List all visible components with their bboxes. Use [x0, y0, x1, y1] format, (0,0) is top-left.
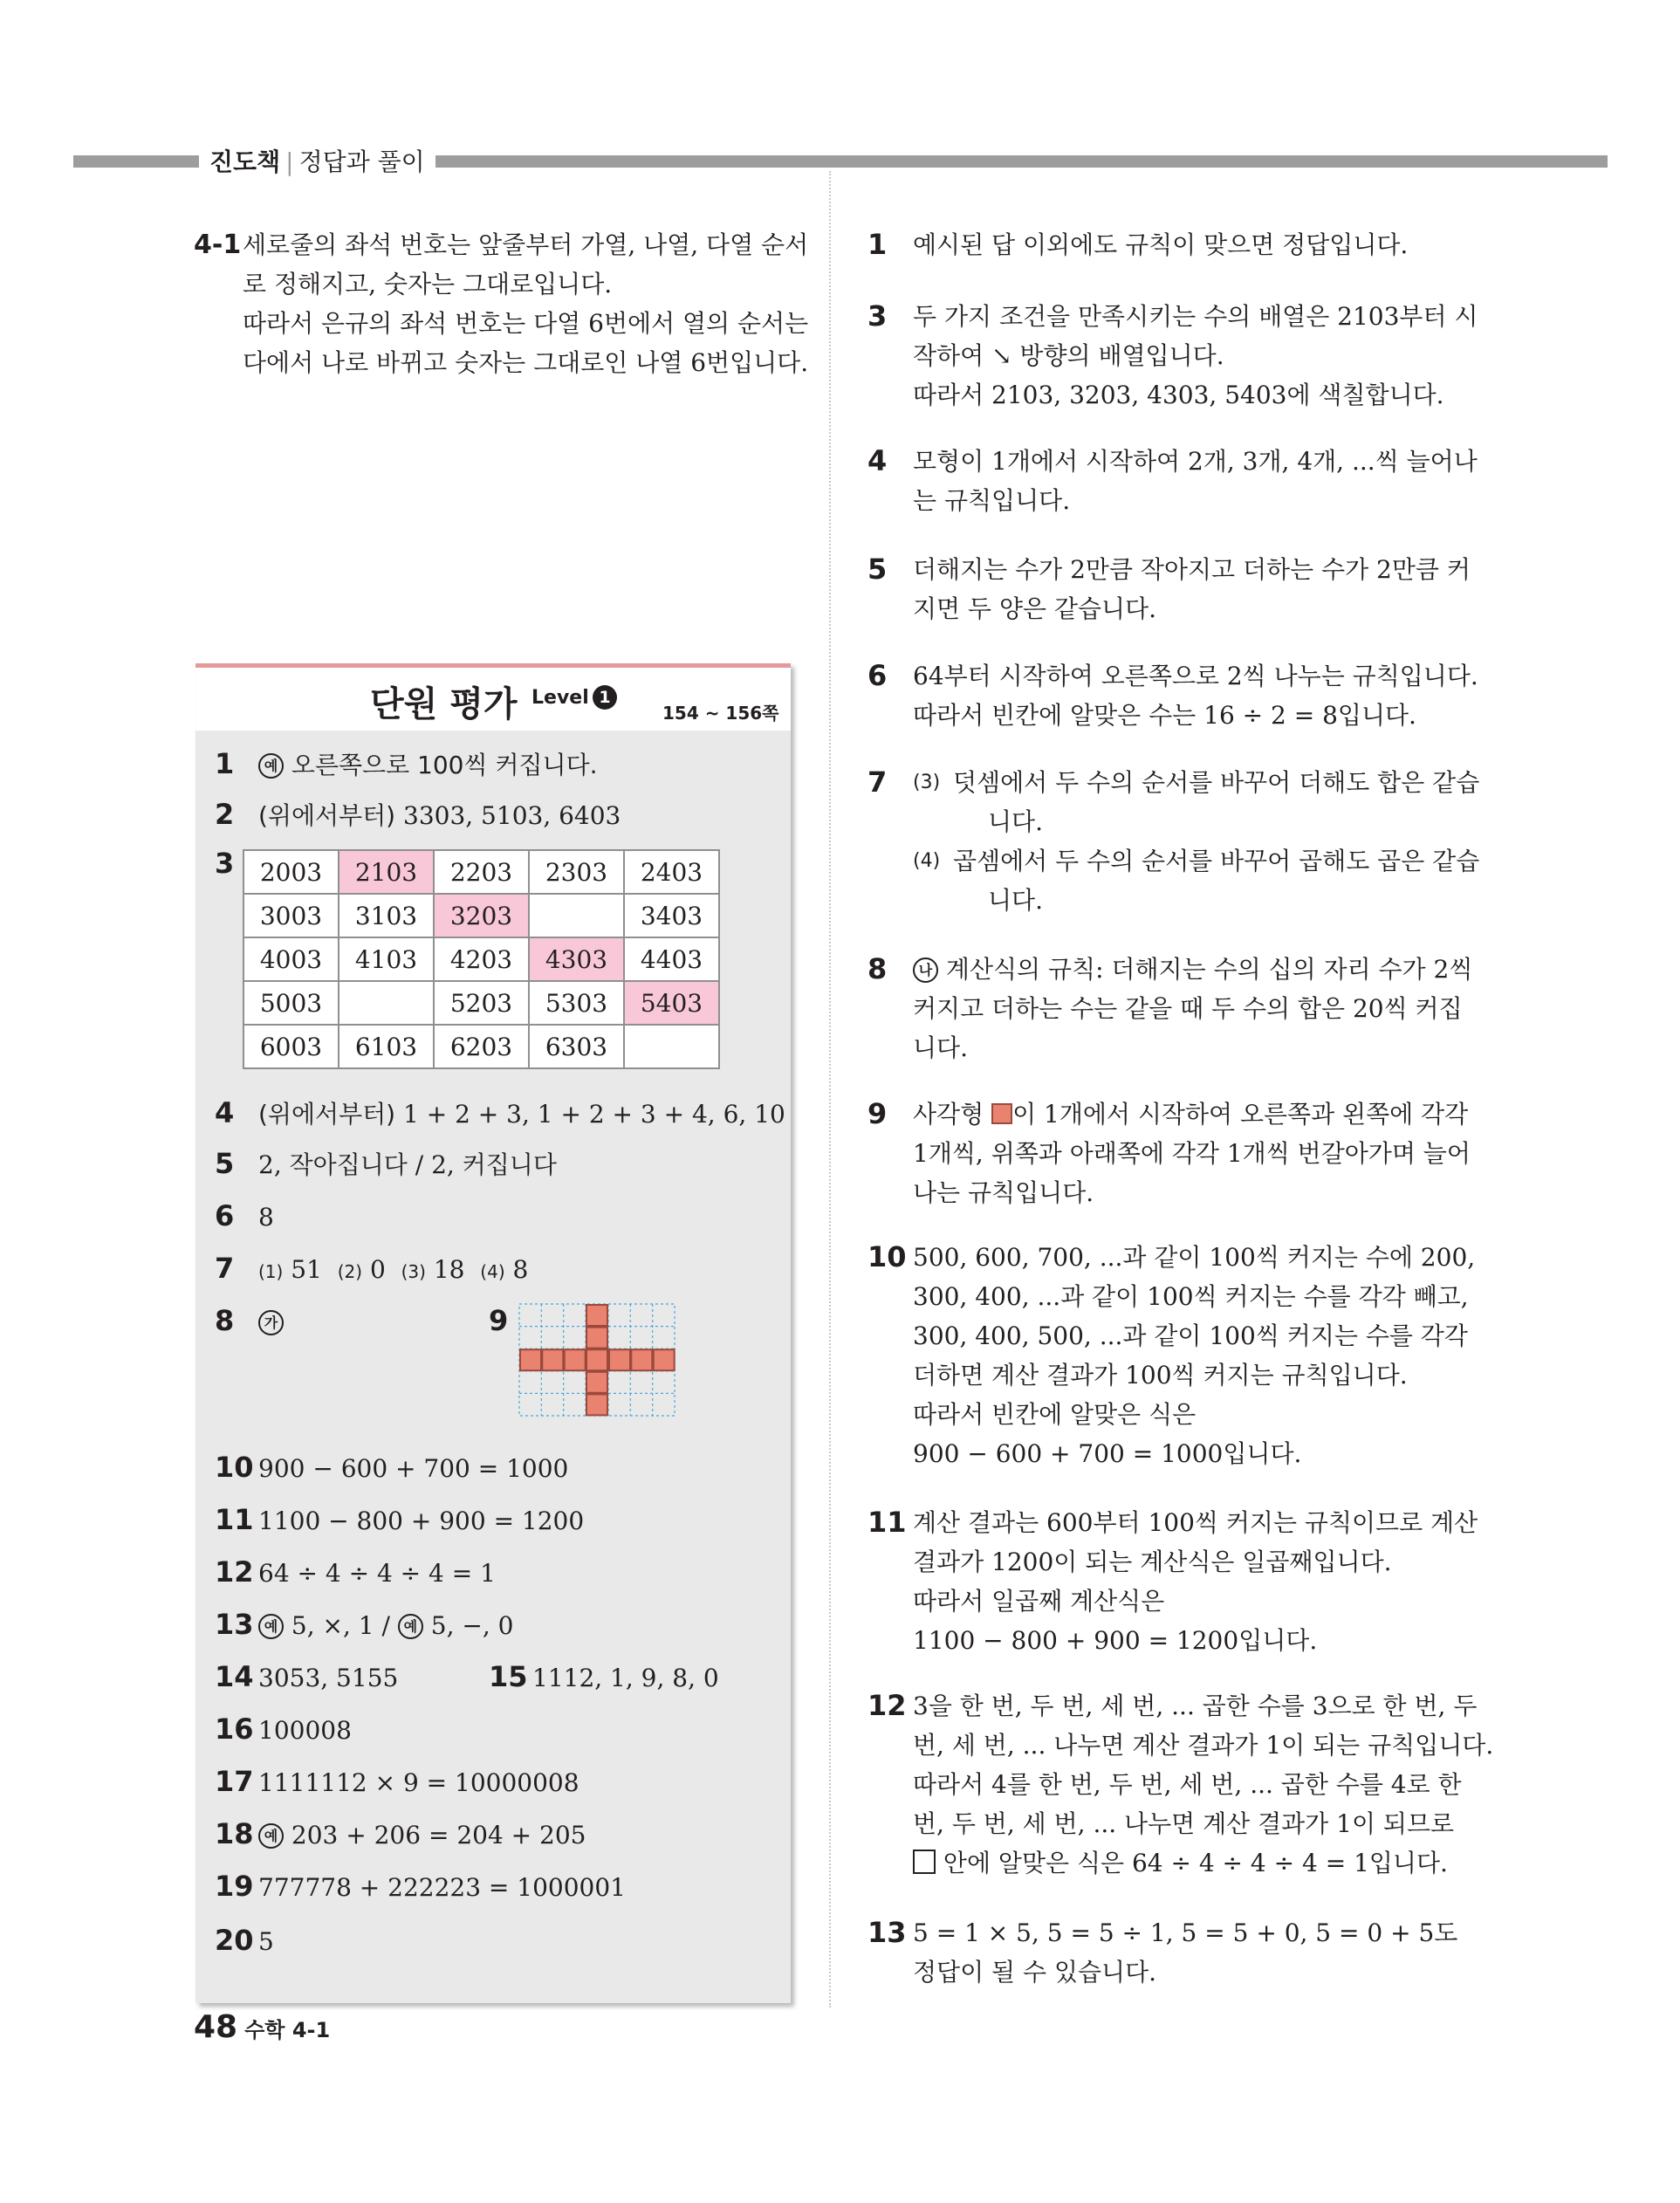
- answer-text: 1100 − 800 + 900 = 1200: [258, 1506, 585, 1535]
- answer-10: [215, 1452, 568, 1485]
- explanation-line: 따라서 일곱째 계산식은: [913, 1587, 1165, 1616]
- sub-label: (1): [258, 1261, 284, 1282]
- explanation-line: 지면 두 양은 같습니다.: [913, 594, 1157, 623]
- explanation-line: 64부터 시작하여 오른쪽으로 2씩 나누는 규칙입니다.: [913, 662, 1478, 690]
- explanation-line: 덧셈에서 두 수의 순서를 바꾸어 더해도 합은 같습: [953, 768, 1480, 797]
- table-cell-colored: 4303: [529, 937, 624, 981]
- answer-14: [215, 1661, 398, 1694]
- header-bar-right: [428, 155, 1608, 168]
- answer-number: 16: [215, 1712, 254, 1746]
- explanation-line: 정답이 될 수 있습니다.: [913, 1958, 1157, 1987]
- explanation-number: 12: [867, 1689, 907, 1722]
- explanation-line: 1100 − 800 + 900 = 1200입니다.: [913, 1626, 1318, 1655]
- answer-number: 6: [215, 1199, 235, 1232]
- explanation-line: 커지고 더하는 수는 같을 때 두 수의 합은 20씩 커집: [913, 994, 1463, 1023]
- sub-label: (3): [401, 1261, 426, 1282]
- answer-1: [215, 748, 598, 781]
- table-row: [243, 981, 719, 1025]
- explanation-line: 나는 규칙입니다.: [913, 1178, 1094, 1207]
- explanation-5: [867, 550, 1478, 628]
- header-book: 진도책: [209, 148, 281, 176]
- explanation-text: 사각형: [913, 1100, 984, 1129]
- answer-number: 8: [215, 1304, 235, 1337]
- answer-text: 1111112 × 9 = 10000008: [258, 1768, 579, 1797]
- evaluation-header: [195, 668, 791, 731]
- table-cell: 2203: [434, 850, 529, 894]
- table-cell: 5303: [529, 981, 624, 1025]
- answer-text: 5: [258, 1927, 274, 1956]
- explanation-line: 500, 600, 700, ...과 같이 100씩 커지는 수에 200,: [913, 1243, 1476, 1272]
- explanation-line: 5 = 1 × 5, 5 = 5 ÷ 1, 5 = 5 + 0, 5 = 0 + 5도: [913, 1918, 1458, 1947]
- explanation-number: 4: [867, 444, 888, 477]
- example-mark: 예: [258, 1614, 284, 1639]
- table-cell: 3103: [339, 894, 434, 937]
- answer-number: 20: [215, 1924, 254, 1957]
- table-cell: 4103: [339, 937, 434, 981]
- explanation-line: 따라서 빈칸에 알맞은 식은: [913, 1400, 1197, 1429]
- explanation-9: [867, 1095, 1478, 1212]
- answer-number: 10: [215, 1451, 254, 1484]
- answer-number: 4: [215, 1096, 235, 1129]
- answer-11: [215, 1504, 584, 1537]
- level-number-badge: 1: [593, 685, 617, 710]
- table-row: [243, 1025, 719, 1068]
- sub-label: (3): [913, 772, 941, 793]
- sub-answer: 8: [512, 1255, 529, 1284]
- explanation-line: 예시된 답 이외에도 규칙이 맞으면 정답입니다.: [913, 230, 1409, 259]
- answer-text: 900 − 600 + 700 = 1000: [258, 1454, 569, 1483]
- answer-text: 1 + 2 + 3, 1 + 2 + 3 + 4, 6, 10: [403, 1100, 785, 1129]
- table-cell-colored: 3203: [434, 894, 529, 937]
- table-cell: 2303: [529, 850, 624, 894]
- explanation-10: [867, 1238, 1478, 1473]
- explanation-3: [867, 297, 1478, 415]
- explanation-number: 11: [867, 1506, 907, 1539]
- header-title: [199, 145, 435, 180]
- answer-text: 2, 작아집니다 / 2, 커집니다: [258, 1150, 557, 1179]
- header-bar-left: [73, 155, 204, 168]
- sub-label: (2): [337, 1261, 363, 1282]
- solution-4-1: [194, 225, 809, 382]
- sub-explanation-4: [913, 841, 1478, 920]
- answer-number: 17: [215, 1765, 254, 1798]
- answer-text: 203 + 206 = 204 + 205: [291, 1821, 586, 1850]
- solution-number: 4-1: [194, 230, 242, 260]
- table-cell: 4203: [434, 937, 529, 981]
- answer-number: 19: [215, 1870, 254, 1903]
- answer-number: 5: [215, 1147, 235, 1180]
- table-cell: 4403: [624, 937, 719, 981]
- answer-text: 64 ÷ 4 ÷ 4 ÷ 4 = 1: [258, 1559, 496, 1588]
- explanation-line: 작하여 ↘ 방향의 배열입니다.: [913, 341, 1224, 370]
- table-cell: [529, 894, 624, 937]
- answer-number: 12: [215, 1555, 254, 1589]
- explanation-line: 니다.: [988, 807, 1043, 836]
- example-mark: 예: [258, 753, 284, 779]
- answer-text: 1112, 1, 9, 8, 0: [532, 1664, 719, 1692]
- answer-text: 5, −, 0: [430, 1611, 514, 1640]
- unit-evaluation-box: [195, 663, 791, 2003]
- explanation-number: 1: [867, 228, 888, 261]
- explanation-line: 두 가지 조건을 만족시키는 수의 배열은 2103부터 시: [913, 302, 1478, 331]
- explanation-line: 안에 알맞은 식은 64 ÷ 4 ÷ 4 ÷ 4 = 1입니다.: [943, 1849, 1448, 1877]
- sub-answer: 0: [369, 1255, 386, 1284]
- table-cell: 5003: [243, 981, 339, 1025]
- table-cell: 2003: [243, 850, 339, 894]
- explanation-line: 계산 결과는 600부터 100씩 커지는 규칙이므로 계산: [913, 1508, 1478, 1537]
- table-row: [243, 850, 719, 894]
- explanation-number: 3: [867, 299, 888, 333]
- answer-4: [215, 1097, 785, 1130]
- example-mark: 예: [398, 1614, 423, 1639]
- explanation-number: 7: [867, 765, 888, 799]
- tile-cross-figure: [518, 1303, 675, 1417]
- page-number: 48: [194, 2009, 238, 2045]
- explanation-number: 6: [867, 659, 888, 692]
- table-cell: 5203: [434, 981, 529, 1025]
- answer-text: 777778 + 222223 = 1000001: [258, 1873, 626, 1902]
- explanation-line: 300, 400, ...과 같이 100씩 커지는 수를 각각 빼고,: [913, 1282, 1469, 1311]
- explanation-line: 모형이 1개에서 시작하여 2개, 3개, 4개, ...씩 늘어나: [913, 447, 1478, 476]
- table-cell-colored: 2103: [339, 850, 434, 894]
- column-divider: [829, 171, 831, 2007]
- header-separator: |: [285, 148, 294, 176]
- explanation-line: 니다.: [988, 886, 1043, 915]
- table-row: [243, 937, 719, 981]
- answer-number: 9: [489, 1304, 509, 1337]
- answer-prefix: (위에서부터): [258, 801, 396, 830]
- answer-text: 100008: [258, 1716, 352, 1745]
- choice-mark: 나: [913, 957, 938, 983]
- solution-line: 로 정해지고, 숫자는 그대로입니다.: [243, 270, 613, 299]
- explanation-number: 13: [867, 1916, 907, 1949]
- example-mark: 예: [258, 1823, 284, 1849]
- sub-label: (4): [480, 1261, 505, 1282]
- answer-number: 13: [215, 1608, 254, 1641]
- table-cell-colored: 5403: [624, 981, 719, 1025]
- explanation-number: 5: [867, 552, 888, 586]
- answer-8: [215, 1305, 284, 1338]
- answer-number: 18: [215, 1817, 254, 1850]
- explanation-line: 따라서 2103, 3203, 4303, 5403에 색칠합니다.: [913, 381, 1444, 409]
- answer-text: 5, ×, 1 /: [291, 1611, 390, 1640]
- table-cell: 3403: [624, 894, 719, 937]
- solution-line: 다에서 나로 바뀌고 숫자는 그대로인 나열 6번입니다.: [243, 348, 809, 377]
- explanation-line: 더하면 계산 결과가 100씩 커지는 규칙입니다.: [913, 1361, 1408, 1390]
- answer-7: [215, 1252, 528, 1287]
- table-row: [243, 894, 719, 937]
- answer-12: [215, 1556, 496, 1589]
- answer-number: 15: [489, 1660, 528, 1693]
- answer-text: 8: [258, 1203, 274, 1232]
- answer-6: [215, 1200, 274, 1233]
- explanation-8: [867, 950, 1478, 1067]
- answer-5: [215, 1148, 557, 1181]
- choice-mark: 가: [258, 1310, 284, 1335]
- sub-label: (4): [913, 850, 941, 872]
- table-cell: 6003: [243, 1025, 339, 1068]
- answer-16: [215, 1713, 352, 1747]
- answer-number: 7: [215, 1252, 235, 1285]
- explanation-line: 3을 한 번, 두 번, 세 번, ... 곱한 수를 3으로 한 번, 두: [913, 1692, 1478, 1720]
- explanation-text: 이 1개에서 시작하여 오른쪽과 왼쪽에 각각: [1012, 1100, 1469, 1129]
- blank-box-icon: [913, 1850, 936, 1874]
- table-cell: 2403: [624, 850, 719, 894]
- explanation-line: 900 − 600 + 700 = 1000입니다.: [913, 1439, 1302, 1468]
- explanation-line: 더해지는 수가 2만큼 작아지고 더하는 수가 2만큼 커: [913, 555, 1471, 584]
- solution-line: 따라서 은규의 좌석 번호는 다열 6번에서 열의 순서는: [243, 309, 809, 338]
- solution-line: 세로줄의 좌석 번호는 앞줄부터 가열, 나열, 다열 순서: [243, 230, 809, 259]
- number-array-table: [243, 849, 720, 1069]
- explanation-line: 300, 400, 500, ...과 같이 100씩 커지는 수를 각각: [913, 1321, 1468, 1350]
- explanation-line: 번, 두 번, 세 번, ... 나누면 계산 결과가 1이 되므로: [913, 1809, 1455, 1838]
- page-footer: [194, 2009, 330, 2045]
- explanation-number: 10: [867, 1240, 907, 1273]
- answer-number: 11: [215, 1503, 254, 1536]
- page-range: 154 ~ 156쪽: [662, 703, 779, 724]
- answer-text: 오른쪽으로 100씩 커집니다.: [291, 751, 598, 779]
- table-cell: 6303: [529, 1025, 624, 1068]
- explanation-number: 8: [867, 952, 888, 985]
- explanation-4: [867, 442, 1478, 520]
- explanation-11: [867, 1503, 1478, 1660]
- answer-number: 1: [215, 747, 235, 780]
- sub-answer: 51: [291, 1255, 322, 1284]
- explanation-line: 니다.: [913, 1033, 968, 1062]
- explanation-line: 는 규칙입니다.: [913, 486, 1071, 515]
- table-cell: 6203: [434, 1025, 529, 1068]
- explanation-line: 곱셈에서 두 수의 순서를 바꾸어 곱해도 곱은 같습: [953, 847, 1480, 875]
- header-section: 정답과 풀이: [298, 148, 425, 176]
- answer-20: [215, 1925, 274, 1958]
- evaluation-title: 단원 평가: [370, 684, 518, 724]
- table-cell: 4003: [243, 937, 339, 981]
- answer-number: 3: [215, 847, 235, 880]
- answer-number: 14: [215, 1660, 254, 1693]
- explanation-line: 따라서 빈칸에 알맞은 수는 16 ÷ 2 = 8입니다.: [913, 701, 1416, 730]
- explanation-line: 따라서 4를 한 번, 두 번, 세 번, ... 곱한 수를 4로 한: [913, 1770, 1462, 1799]
- answer-number: 2: [215, 798, 235, 831]
- table-cell: [624, 1025, 719, 1068]
- explanation-line: 1개씩, 위쪽과 아래쪽에 각각 1개씩 번갈아가며 늘어: [913, 1139, 1471, 1168]
- table-cell: 6103: [339, 1025, 434, 1068]
- answer-2: [215, 799, 621, 832]
- square-tile-icon: [991, 1103, 1012, 1124]
- explanation-1: [867, 225, 1478, 264]
- table-cell: [339, 981, 434, 1025]
- explanation-line: 번, 세 번, ... 나누면 계산 결과가 1이 되는 규칙입니다.: [913, 1731, 1494, 1760]
- answer-text: 3303, 5103, 6403: [403, 801, 621, 830]
- answer-17: [215, 1766, 579, 1799]
- explanation-line: 결과가 1200이 되는 계산식은 일곱째입니다.: [913, 1548, 1392, 1576]
- answer-15: [489, 1661, 719, 1694]
- explanation-13: [867, 1913, 1478, 1992]
- answer-13: [215, 1609, 513, 1642]
- explanation-7: [867, 763, 1478, 920]
- sub-explanation-3: [913, 763, 1478, 841]
- sub-answer: 18: [433, 1255, 465, 1284]
- book-name: 수학 4-1: [244, 2018, 331, 2042]
- explanation-6: [867, 656, 1478, 735]
- answer-text: 3053, 5155: [258, 1664, 399, 1692]
- answer-19: [215, 1870, 626, 1904]
- explanation-line: 계산식의 규칙: 더해지는 수의 십의 자리 수가 2씩: [945, 955, 1473, 984]
- explanation-number: 9: [867, 1097, 888, 1130]
- table-cell: 3003: [243, 894, 339, 937]
- explanation-12: [867, 1686, 1494, 1883]
- answer-18: [215, 1818, 586, 1851]
- level-label: Level: [531, 687, 589, 709]
- answer-prefix: (위에서부터): [258, 1100, 396, 1129]
